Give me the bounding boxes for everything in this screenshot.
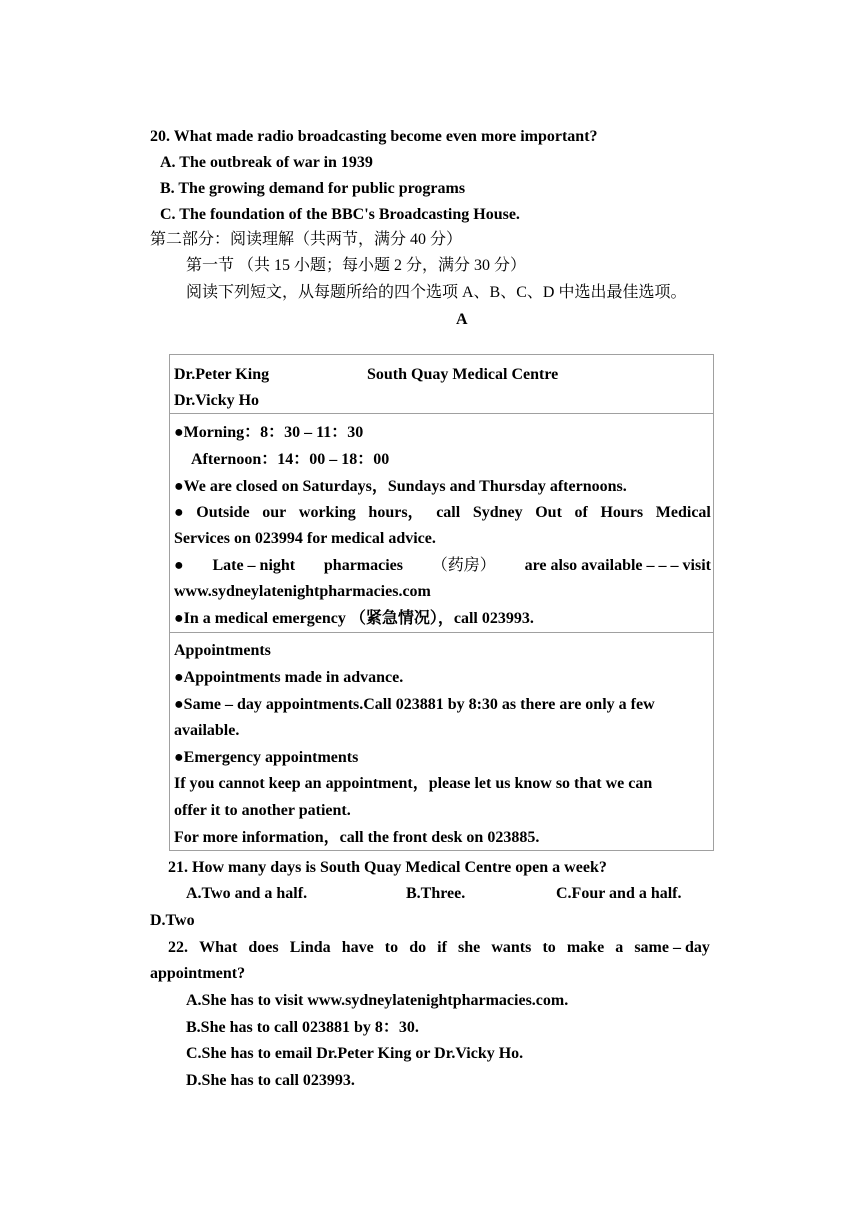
appointments-heading: Appointments — [174, 642, 271, 659]
q20-option-c: C. The foundation of the BBC's Broadcasting House. — [160, 206, 520, 223]
hours-morning: ●Morning：8：30 – 11：30 — [174, 424, 364, 441]
pharmacy-url: www.sydneylatenightpharmacies.com — [174, 583, 431, 600]
q22-option-c: C.She has to email Dr.Peter King or Dr.Vicky Ho. — [186, 1045, 524, 1062]
question-22-line1: 22. What does Linda have to do if she wants to make a same – day — [168, 939, 710, 956]
q21-option-a: A.Two and a half. — [186, 885, 308, 902]
appt-advance: ●Appointments made in advance. — [174, 669, 404, 686]
closed-days: ●We are closed on Saturdays，Sundays and Thursday afternoons. — [174, 478, 627, 495]
q21-option-b: B.Three. — [406, 885, 466, 902]
part2-heading: 第二部分：阅读理解（共两节，满分 40 分） — [150, 231, 463, 248]
outside-hours-line1: ● Outside our working hours， call Sydney Out of Hours Medical — [174, 504, 711, 521]
q22-option-b: B.She has to call 023881 by 8：30. — [186, 1019, 419, 1036]
q20-option-a: A. The outbreak of war in 1939 — [160, 154, 373, 171]
instruction-text: 阅读下列短文，从每题所给的四个选项 A、B、C、D 中选出最佳选项。 — [186, 284, 687, 301]
doctor-name-2: Dr.Vicky Ho — [174, 392, 260, 409]
medical-emergency: ●In a medical emergency （紧急情况），call 023993. — [174, 610, 534, 627]
outside-hours-line2: Services on 023994 for medical advice. — [174, 530, 436, 547]
q21-option-d: D.Two — [150, 912, 195, 929]
question-22-line2: appointment? — [150, 965, 246, 982]
more-info: For more information，call the front desk on 023885. — [174, 829, 540, 846]
centre-name: South Quay Medical Centre — [367, 366, 559, 383]
q22-option-d: D.She has to call 023993. — [186, 1072, 355, 1089]
q22-option-a: A.She has to visit www.sydneylatenightpharmacies.com. — [186, 992, 569, 1009]
hours-afternoon: Afternoon：14：00 – 18：00 — [191, 451, 390, 468]
pharmacy-line1: ● Late – night pharmacies （药房） are also available – – – visit — [174, 557, 711, 574]
notice-hours-cell — [169, 413, 714, 633]
doctor-name-1: Dr.Peter King — [174, 366, 270, 383]
section1-heading: 第一节 （共 15 小题；每小题 2 分，满分 30 分） — [186, 257, 527, 274]
passage-label: A — [456, 311, 468, 328]
question-21: 21. How many days is South Quay Medical Centre open a week? — [168, 859, 607, 876]
appt-emergency: ●Emergency appointments — [174, 749, 359, 766]
question-20: 20. What made radio broadcasting become even more important? — [150, 128, 598, 145]
q21-option-c: C.Four and a half. — [556, 885, 682, 902]
notice-appointments-cell — [169, 632, 714, 851]
appt-same-day-line1: ●Same – day appointments.Call 023881 by 8:30 as there are only a few — [174, 696, 655, 713]
notice-header-cell — [169, 354, 714, 414]
keep-appt-line2: offer it to another patient. — [174, 802, 351, 819]
keep-appt-line1: If you cannot keep an appointment，please let us know so that we can — [174, 775, 653, 792]
appt-same-day-line2: available. — [174, 722, 240, 739]
q20-option-b: B. The growing demand for public programs — [160, 180, 466, 197]
